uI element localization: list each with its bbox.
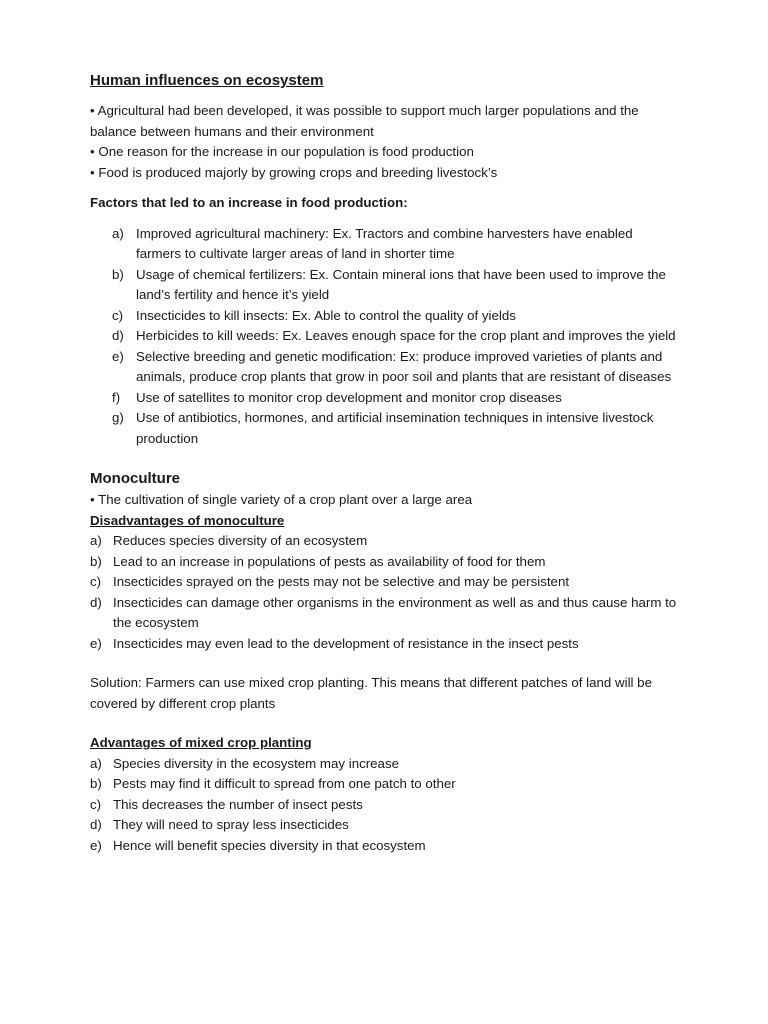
factors-heading: Factors that led to an increase in food production:: [90, 195, 408, 210]
list-text: Selective breeding and genetic modification: Ex: produce improved varieties of plants and animals, produce crop plants that grow in poor soil and plants that are resistant of diseases: [136, 348, 672, 384]
list-item: [90, 265, 680, 306]
list-text: Insecticides may even lead to the development of resistance in the insect pests: [113, 635, 579, 651]
list-text: Use of satellites to monitor crop development and monitor crop diseases: [136, 389, 562, 405]
list-label: g): [112, 410, 124, 425]
list-label: d): [90, 817, 102, 832]
list-item: [90, 815, 680, 836]
list-label: a): [90, 755, 102, 771]
list-label: c): [90, 796, 102, 812]
list-text: They will need to spray less insecticides: [113, 817, 349, 832]
list-item: [90, 388, 680, 409]
list-text: Insecticides to kill insects: Ex. Able to control the quality of yields: [136, 307, 516, 323]
list-item: [90, 795, 680, 816]
bullet-paragraph: • Agricultural had been developed, it was possible to support much larger populations and the balance between humans and their environment: [90, 103, 639, 139]
list-item: [90, 836, 680, 857]
list-label: a): [112, 225, 124, 241]
bullet-paragraph: • One reason for the increase in our population is food production: [90, 144, 474, 159]
list-text: Hence will benefit species diversity in that ecosystem: [113, 837, 426, 853]
section-title-monoculture: Monoculture: [90, 470, 180, 487]
list-text: Usage of chemical fertilizers: Ex. Contain mineral ions that have been used to improve the land’s fertility and hence it’s yield: [136, 266, 666, 302]
list-label: a): [90, 533, 102, 548]
document-page: [90, 70, 680, 856]
list-text: Herbicides to kill weeds: Ex. Leaves enough space for the crop plant and improves the yield: [136, 328, 676, 343]
advantages-list: [90, 754, 680, 857]
disadvantages-list: [90, 531, 680, 654]
list-item: [90, 593, 680, 634]
list-label: c): [112, 307, 124, 323]
list-text: Use of antibiotics, hormones, and artificial insemination techniques in intensive livestock production: [136, 410, 654, 446]
list-text: Reduces species diversity of an ecosystem: [113, 533, 368, 548]
solution-paragraph: Solution: Farmers can use mixed crop planting. This means that different patches of land will be covered by different crop plants: [90, 675, 652, 711]
list-item: [90, 774, 680, 795]
bullet-paragraph: • The cultivation of single variety of a crop plant over a large area: [90, 492, 473, 507]
list-label: e): [90, 635, 102, 651]
list-text: Insecticides sprayed on the pests may not be selective and may be persistent: [113, 574, 570, 589]
list-item: [90, 572, 680, 593]
list-label: b): [112, 266, 124, 282]
list-text: Improved agricultural machinery: Ex. Tractors and combine harvesters have enabled farmers to cultivate larger areas of land in shorter time: [136, 225, 633, 261]
list-item: [90, 347, 680, 388]
list-label: e): [112, 348, 124, 364]
list-item: [90, 552, 680, 573]
list-label: e): [90, 837, 102, 853]
list-label: d): [90, 594, 102, 610]
factors-list: [90, 224, 680, 450]
list-text: Species diversity in the ecosystem may increase: [113, 755, 399, 771]
section-title-human-influences: Human influences on ecosystem: [90, 72, 324, 89]
list-item: [90, 408, 680, 449]
list-label: c): [90, 574, 102, 589]
list-item: [90, 306, 680, 327]
list-item: [90, 224, 680, 265]
list-text: Pests may find it difficult to spread from one patch to other: [113, 776, 456, 791]
list-text: Insecticides can damage other organisms in the environment as well as and thus cause harm to the ecosystem: [113, 594, 677, 630]
list-text: This decreases the number of insect pests: [113, 796, 363, 812]
list-label: f): [112, 389, 121, 405]
list-item: [90, 634, 680, 655]
list-text: Lead to an increase in populations of pests as availability of food for them: [113, 553, 546, 569]
list-label: b): [90, 553, 102, 569]
bullet-paragraph: • Food is produced majorly by growing crops and breeding livestock’s: [90, 164, 498, 180]
list-label: d): [112, 328, 124, 343]
list-item: [90, 531, 680, 552]
advantages-heading: Advantages of mixed crop planting: [90, 735, 312, 750]
disadvantages-heading: Disadvantages of monoculture: [90, 512, 285, 528]
list-label: b): [90, 776, 102, 791]
list-item: [90, 326, 680, 347]
list-item: [90, 754, 680, 775]
